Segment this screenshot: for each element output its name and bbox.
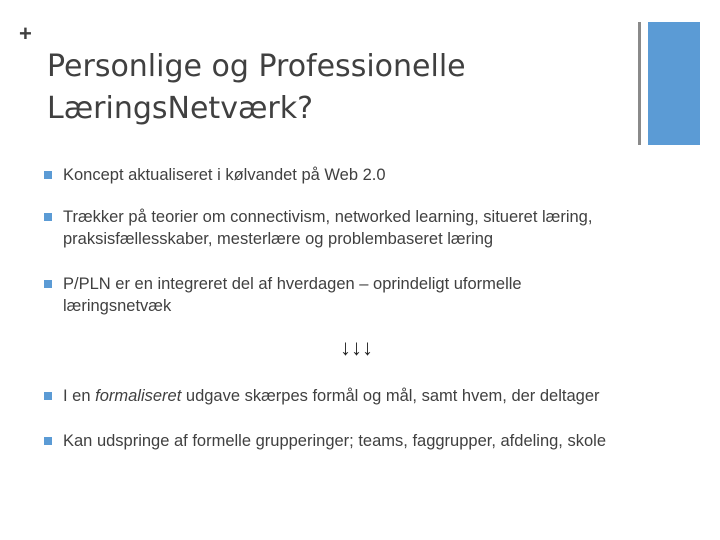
plus-mark: +	[19, 21, 32, 46]
bullet-text-emphasis: formaliseret	[95, 387, 182, 405]
bullet-square-icon	[44, 392, 52, 400]
bullet-item	[44, 385, 720, 407]
down-arrow-icon: ↓	[362, 335, 373, 360]
bullet-item	[44, 273, 623, 317]
bullet-text-post: udgave skærpes formål og mål, samt hvem, der deltager	[181, 387, 600, 405]
title-line-1: Personlige og Professionelle	[47, 49, 466, 84]
slide-title	[47, 46, 466, 130]
decorative-accent-bar	[648, 22, 700, 145]
bullet-item	[44, 206, 713, 250]
bullet-text: P/PLN er en integreret del af hverdagen – oprindeligt uformelle læringsnetvæk	[63, 275, 522, 315]
bullet-square-icon	[44, 171, 52, 179]
bullet-item	[44, 164, 713, 186]
title-line-2: LæringsNetværk?	[47, 91, 314, 126]
bullet-text: Trækker på teorier om connectivism, networked learning, situeret læring, praksisfællesskaber, mesterlære og problembaseret læring	[63, 208, 593, 248]
bullet-square-icon	[44, 213, 52, 221]
bullet-item	[44, 430, 720, 452]
bullet-square-icon	[44, 437, 52, 445]
bullet-text-pre: I en	[63, 387, 96, 405]
decorative-divider	[638, 22, 641, 145]
down-arrows	[340, 337, 400, 359]
down-arrow-icon: ↓	[351, 335, 362, 360]
down-arrow-icon: ↓	[340, 335, 351, 360]
bullet-text: Koncept aktualiseret i kølvandet på Web 2.0	[63, 166, 386, 184]
bullet-square-icon	[44, 280, 52, 288]
bullet-text: Kan udspringe af formelle grupperinger; teams, faggrupper, afdeling, skole	[63, 432, 606, 450]
